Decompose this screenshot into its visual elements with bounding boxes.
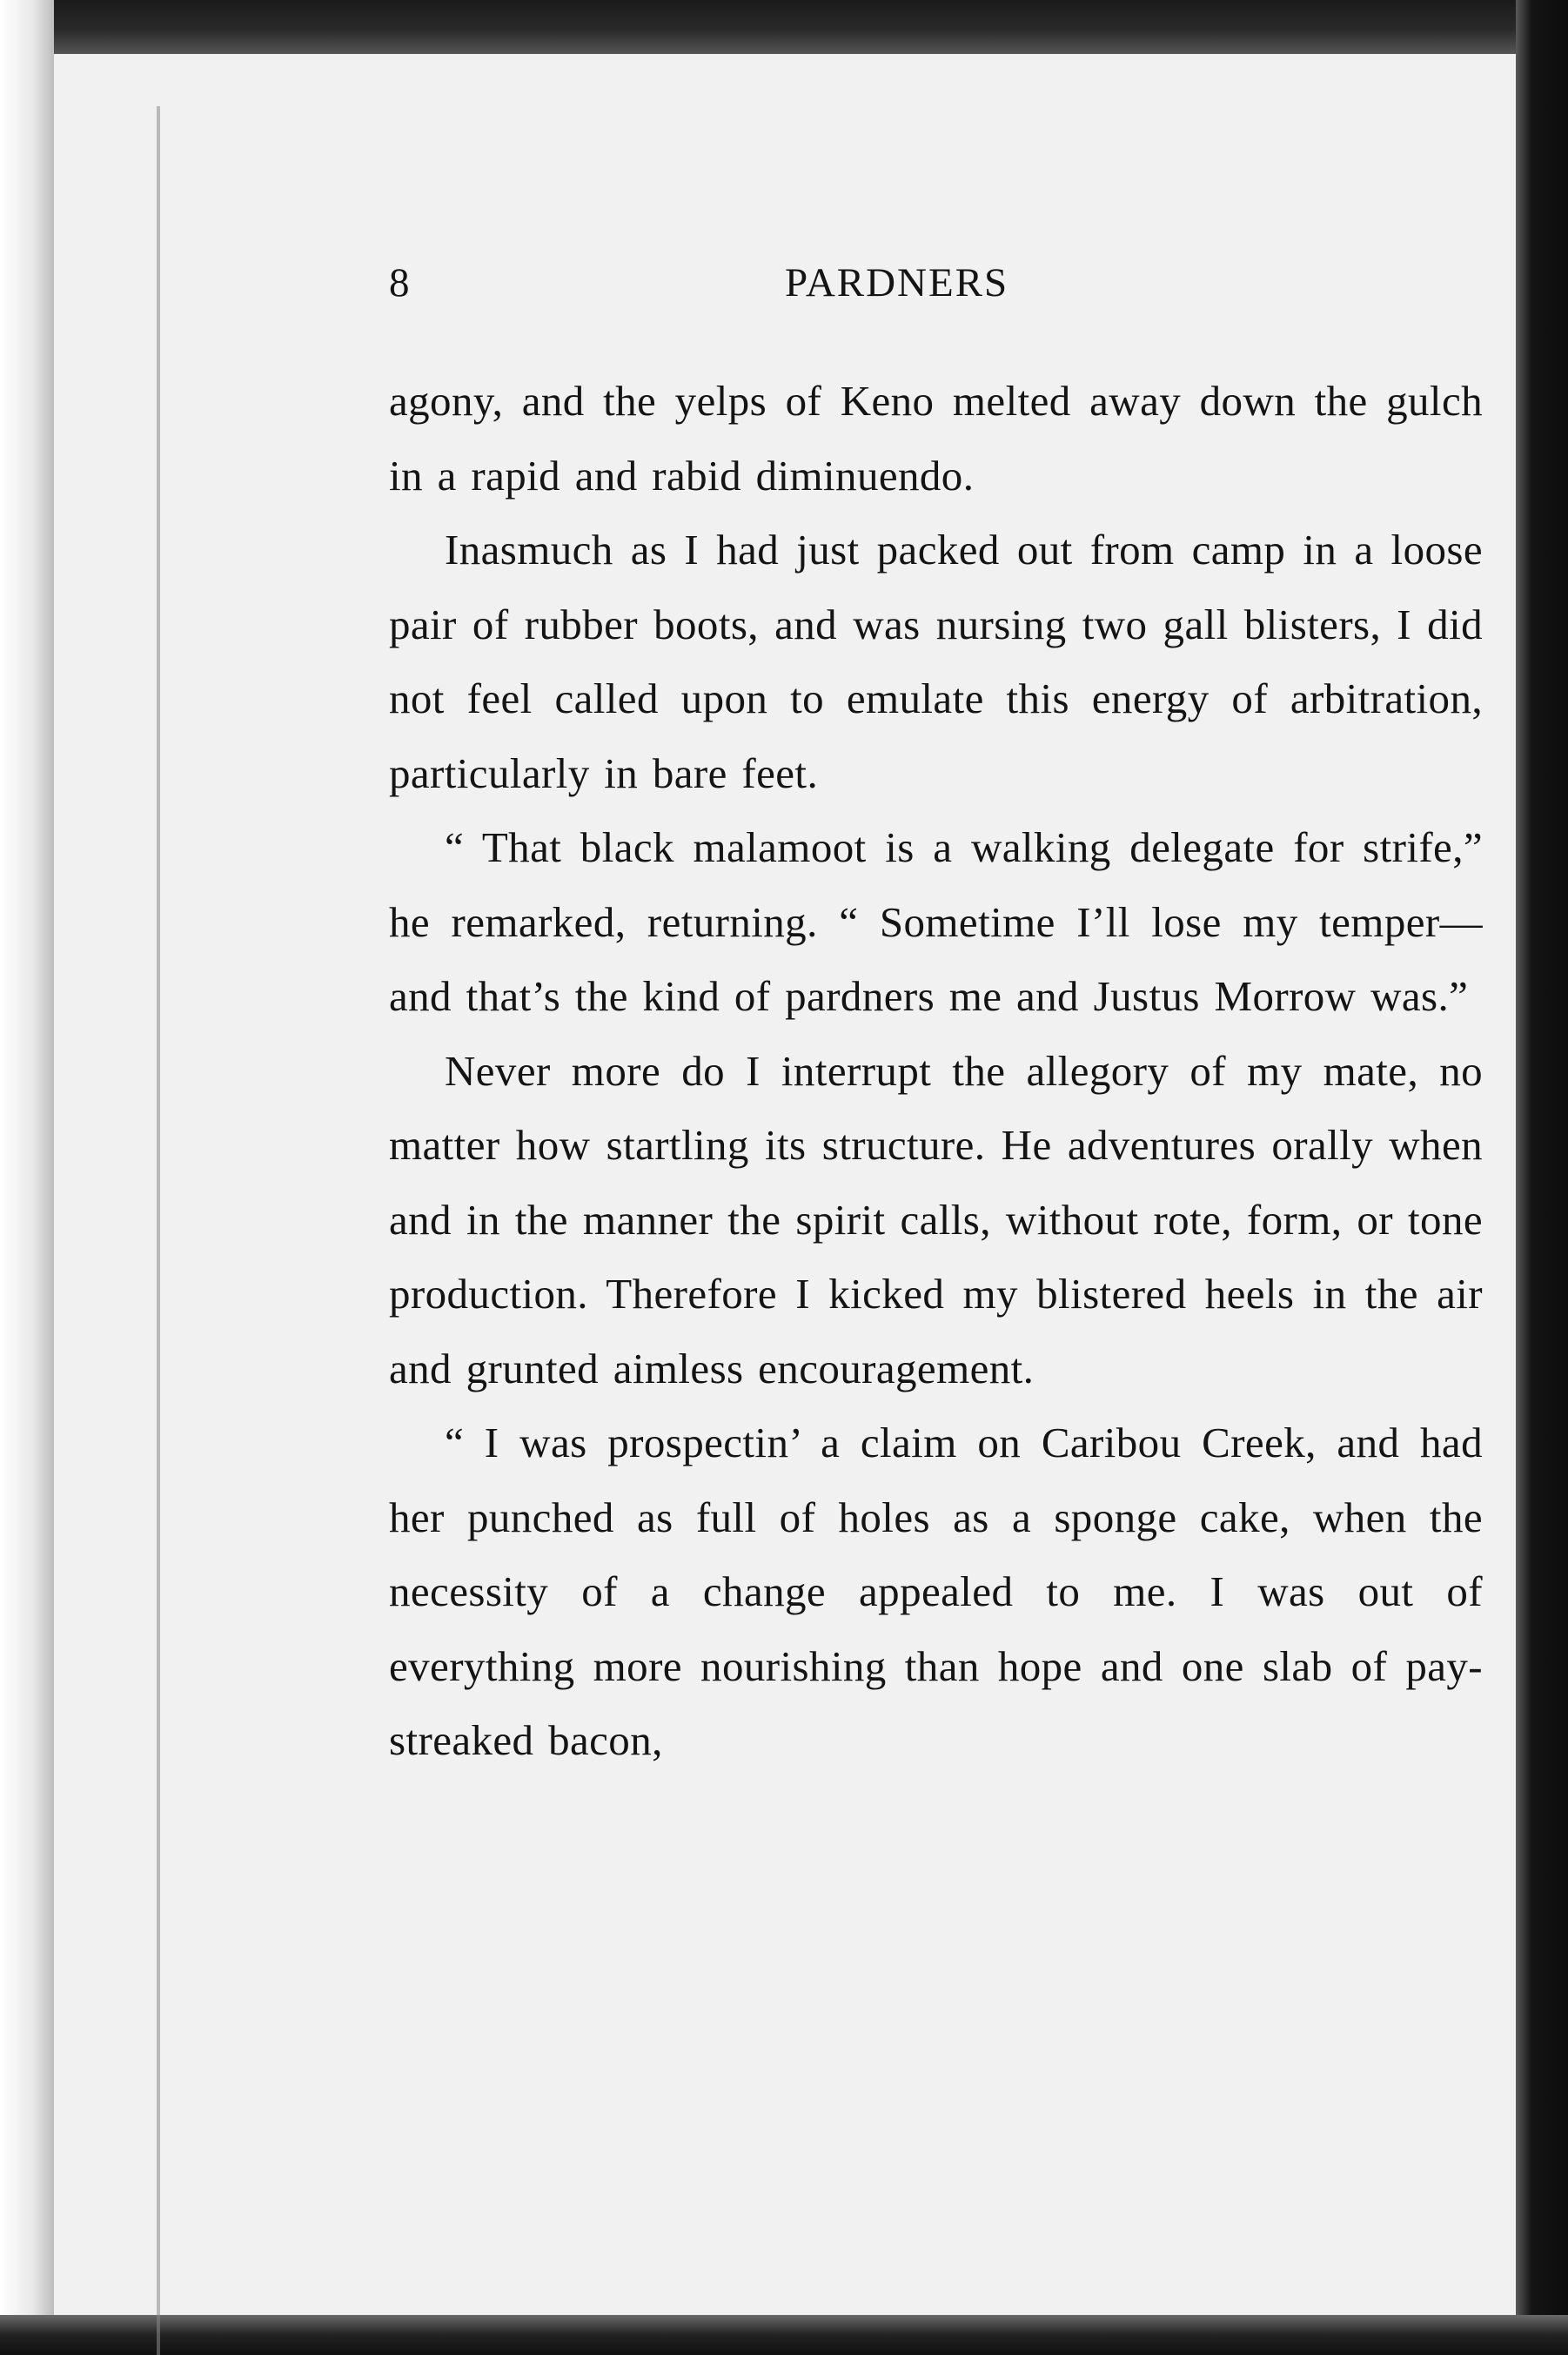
paragraph-3: “ That black malamoot is a walking delegate for strife,” he remarked, returning. “ Sometime I’ll lose my temper—and that’s the kind of pardners me and Justus Morrow was.” <box>389 823 1483 1020</box>
scan-border-top <box>0 0 1568 54</box>
paragraph-2: Inasmuch as I had just packed out from camp in a loose pair of rubber boots, and was nursing two gall blisters, I did not feel called upon to emulate this energy of arbitration, particularly in bare feet. <box>389 526 1483 797</box>
scan-border-left <box>0 0 54 2355</box>
paragraph-4: Never more do I interrupt the allegory of my mate, no matter how startling its structure. He adventures orally when and in the manner the spirit calls, without rote, form, or tone production. Therefore I kicked my blistered heels in the air and grunted aimless encouragement. <box>389 1046 1483 1392</box>
paragraph-1: agony, and the yelps of Keno melted away down the gulch in a rapid and rabid diminuendo. <box>389 377 1483 500</box>
running-head <box>389 259 1483 329</box>
text-block <box>389 259 1483 1778</box>
page-fold-line <box>157 106 160 2355</box>
page-number: 8 <box>389 260 411 305</box>
scan-border-bottom <box>0 2315 1568 2355</box>
running-title: PARDNERS <box>785 260 1009 305</box>
paragraph-5: “ I was prospectin’ a claim on Caribou Creek, and had her punched as full of holes as a sponge cake, when the necessity of a change appealed to me. I was out of everything more nourishing than hope and one slab of pay-streaked bacon, <box>389 1419 1483 1764</box>
body-text <box>389 364 1483 1778</box>
book-page <box>54 54 1516 2315</box>
scan-border-right <box>1516 0 1568 2355</box>
